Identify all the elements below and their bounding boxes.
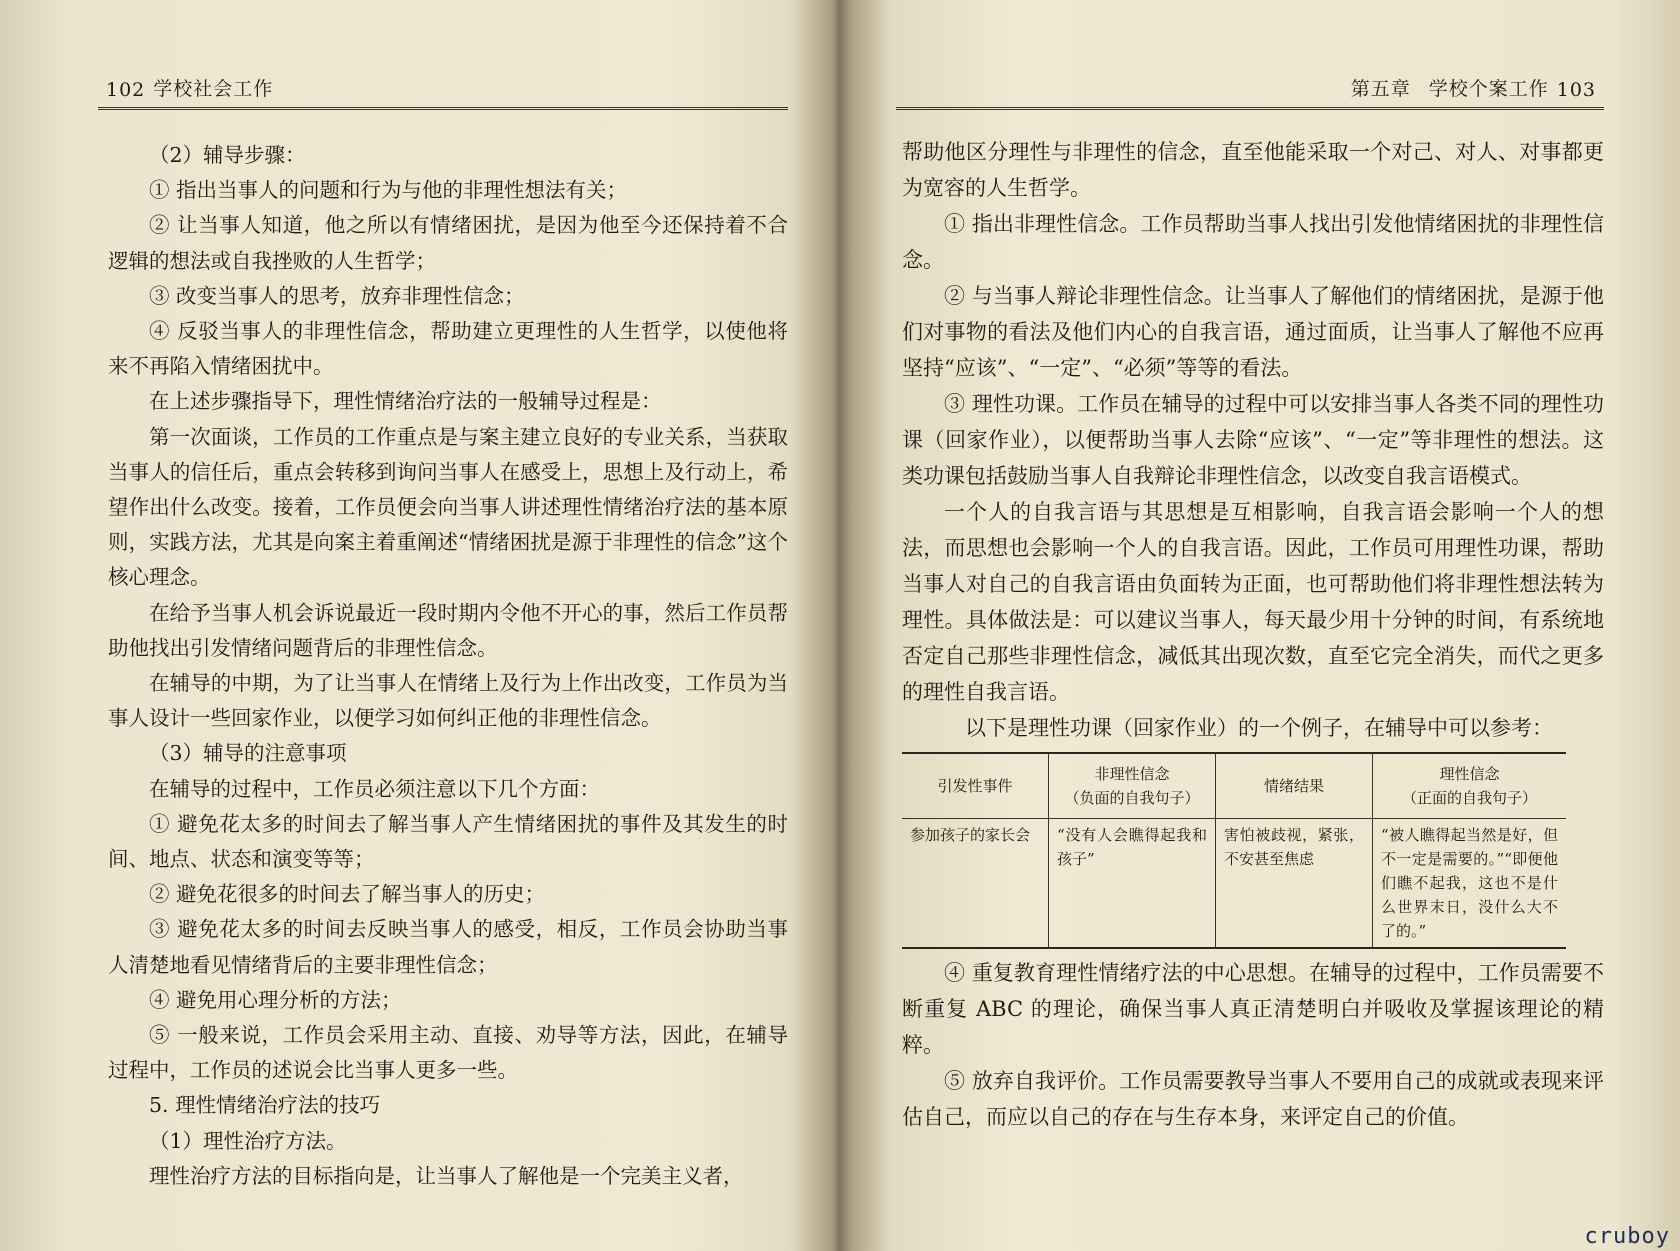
paragraph: 以下是理性功课（回家作业）的一个例子，在辅导中可以参考： [965, 716, 1553, 740]
paragraph: ⑤ 放弃自我评价。工作员需要教导当事人不要用自己的成就或表现来评估自己，而应以自己的存在与生存本身，来评定自己的价值。 [902, 1069, 1604, 1129]
left-page [0, 0, 830, 1251]
paragraph: ④ 反驳当事人的非理性信念，帮助建立更理性的人生哲学，以使他将来不再陷入情绪困扰中。 [108, 319, 788, 379]
paragraph: 在辅导的过程中，工作员必须注意以下几个方面： [149, 776, 600, 801]
paragraph: ③ 改变当事人的思考，放弃非理性信念； [149, 283, 525, 308]
left-page-header [98, 70, 788, 110]
right-page-header [896, 70, 1604, 110]
paragraph: ② 让当事人知道，他之所以有情绪困扰，是因为他至今还保持着不合逻辑的想法或自我挫败的人生哲学； [108, 213, 788, 273]
table-cell: “没有人会瞧得起我和孩子” [1049, 819, 1216, 949]
section-heading: 5. 理性情绪治疗法的技巧 [149, 1093, 381, 1118]
section-heading: （3）辅导的注意事项 [149, 741, 347, 766]
paragraph: ① 避免花太多的时间去了解当事人产生情绪困扰的事件及其发生的时间、地点、状态和演变等等； [108, 811, 788, 872]
right-page-body [902, 134, 1604, 1135]
paragraph: 一个人的自我言语与其思想是互相影响，自我言语会影响一个人的想法，而思想也会影响一个人的自我言语。因此，工作员可用理性功课，帮助当事人对自己的自我言语由负面转为正面，也可帮助他们将非理性想法转为理性。具体做法是：可以建议当事人，每天最少用十分钟的时间，有系统地否定自己那些非理性信念，减低其出现次数，直至它完全消失，而代之更多的理性自我言语。 [902, 500, 1604, 704]
paragraph: ① 指出当事人的问题和行为与他的非理性想法有关； [149, 178, 628, 203]
table-header-cell: 非理性信念 （负面的自我句子） [1049, 753, 1216, 819]
chapter-title: 学校个案工作 [1428, 78, 1549, 100]
paragraph: ④ 避免用心理分析的方法； [149, 987, 402, 1012]
paragraph: ① 指出非理性信念。工作员帮助当事人找出引发他情绪困扰的非理性信念。 [902, 212, 1604, 272]
scanner-watermark: cruboy [1584, 1224, 1670, 1249]
left-page-body [108, 138, 788, 1194]
paragraph: ③ 避免花太多的时间去反映当事人的感受，相反，工作员会协助当事人清楚地看见情绪背后的主要非理性信念； [108, 917, 788, 977]
paragraph: 第一次面谈，工作员的工作重点是与案主建立良好的专业关系，当获取当事人的信任后，重点会转移到询问当事人在感受上，思想上及行动上，希望作出什么改变。接着，工作员便会向当事人讲述理性情绪治疗法的基本原则，实践方法，尤其是向案主着重阐述“情绪困扰是源于非理性的信念”这个核心理念。 [108, 424, 788, 590]
table-header-cell: 理性信念 （正面的自我句子） [1373, 753, 1567, 819]
table-header-cell: 情绪结果 [1216, 753, 1373, 819]
table-cell: 参加孩子的家长会 [902, 819, 1049, 949]
paragraph: 帮助他区分理性与非理性的信念，直至他能采取一个对己、对人、对事都更为宽容的人生哲学。 [902, 140, 1604, 200]
paragraph: ② 与当事人辩论非理性信念。让当事人了解他们的情绪困扰，是源于他们对事物的看法及他们内心的自我言语，通过面质，让当事人了解他不应再坚持“应该”、“一定”、“必须”等等的看法。 [902, 284, 1604, 380]
paragraph: 在给予当事人机会诉说最近一段时期内令他不开心的事，然后工作员帮助他找出引发情绪问题背后的非理性信念。 [108, 600, 788, 660]
paragraph: ③ 理性功课。工作员在辅导的过程中可以安排当事人各类不同的理性功课（回家作业），以便帮助当事人去除“应该”、“一定”等非理性的想法。这类功课包括鼓励当事人自我辩论非理性信念，以改变自我言语模式。 [902, 392, 1604, 488]
chapter-label: 第五章 [1350, 78, 1411, 100]
paragraph: 在辅导的中期，为了让当事人在情绪上及行为上作出改变，工作员为当事人设计一些回家作业，以便学习如何纠正他的非理性信念。 [108, 671, 788, 731]
paragraph: ② 避免花很多的时间去了解当事人的历史； [149, 882, 546, 907]
table-cell: 害怕被歧视，紧张，不安甚至焦虑 [1216, 819, 1373, 949]
table-cell: “被人瞧得起当然是好，但不一定是需要的。”“即便他们瞧不起我，这也不是什么世界末日，没什么大不了的。” [1373, 819, 1567, 949]
table-row [902, 819, 1566, 949]
example-table [902, 752, 1566, 949]
paragraph: ⑤ 一般来说，工作员会采用主动、直接、劝导等方法，因此，在辅导过程中，工作员的述说会比当事人更多一些。 [108, 1023, 788, 1083]
left-book-title: 学校社会工作 [153, 78, 274, 100]
table-header-cell: 引发性事件 [902, 753, 1049, 819]
paragraph: ④ 重复教育理性情绪疗法的中心思想。在辅导的过程中，工作员需要不断重复 ABC 的理论，确保当事人真正清楚明白并吸收及掌握该理论的精粹。 [902, 961, 1604, 1057]
paragraph: （2）辅导步骤： [149, 143, 306, 167]
paragraph: 在上述步骤指导下，理性情绪治疗法的一般辅导过程是： [149, 389, 662, 414]
right-page [836, 0, 1680, 1251]
left-page-number: 102 [106, 79, 146, 101]
right-page-number: 103 [1556, 79, 1596, 101]
section-heading: （1）理性治疗方法。 [149, 1128, 347, 1153]
table-header-row [902, 753, 1566, 819]
paragraph: 理性治疗方法的目标指向是，让当事人了解他是一个完美主义者， [149, 1163, 744, 1188]
